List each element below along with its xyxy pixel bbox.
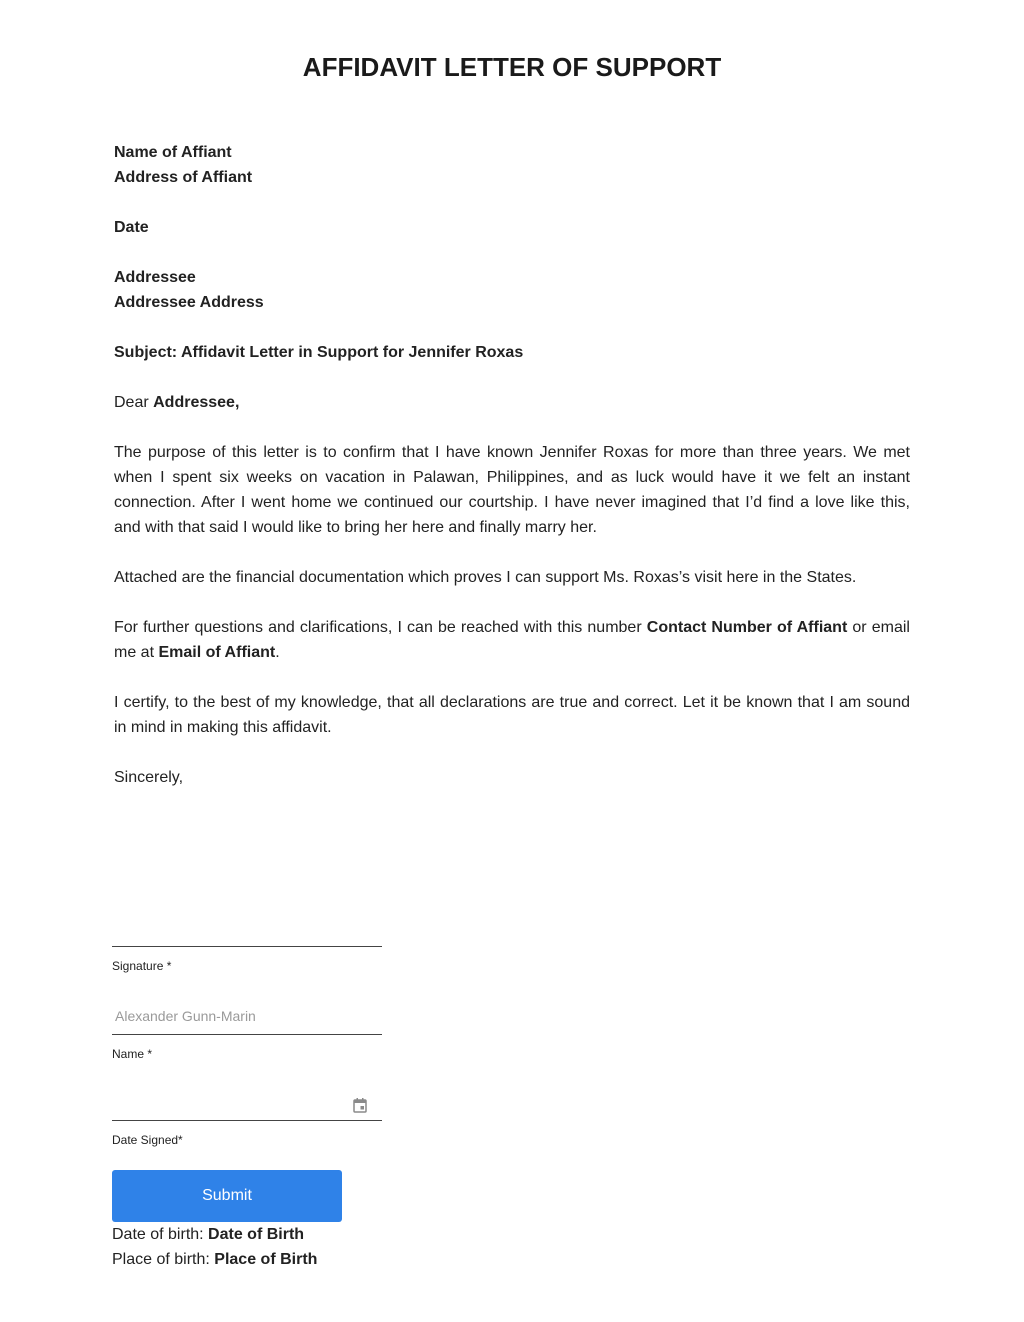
paragraph-contact [114,615,910,665]
pob-label: Place of birth: [112,1251,215,1268]
date-signed-field[interactable] [112,1087,382,1147]
dob-value: Date of Birth [208,1226,305,1243]
signature-label: Signature * [112,959,172,973]
paragraph-certify: I certify, to the best of my knowledge, that all declarations are true and correct. Let it be known that I am sound in mind in making this affidavit. [114,694,910,736]
pob-value: Place of Birth [214,1251,318,1268]
addressee-address: Addressee Address [114,294,264,311]
contact-text-a: For further questions and clarifications, I can be reached with this number [114,619,647,636]
date-of-birth-row [112,1222,317,1247]
salutation-name: Addressee, [153,394,240,411]
contact-text-b: or email me at [114,619,910,661]
date-signed-label: Date Signed* [112,1133,183,1147]
salutation-dear: Dear [114,394,154,411]
contact-text-c: . [275,644,280,661]
letter-date: Date [114,219,149,236]
paragraph-purpose: The purpose of this letter is to confirm that I have known Jennifer Roxas for more than three years. We met when I spent six weeks on vacation in Palawan, Philippines, and as luck would have it we felt an instant connection. After I went home we continued our courtship. I have never imagined that I’d find a love like this, and with that said I would like to bring her here and finally marry her. [114,444,910,536]
birth-info [112,1222,317,1272]
name-input-value: Alexander Gunn-Marin [115,1008,256,1024]
closing: Sincerely, [114,769,184,786]
dob-label: Date of birth: [112,1226,209,1243]
place-of-birth-row [112,1247,317,1272]
letter-body [114,140,910,815]
submit-button[interactable]: Submit [112,1170,342,1222]
paragraph-attachments: Attached are the financial documentation which proves I can support Ms. Roxas’s visit here in the States. [114,569,857,586]
calendar-icon[interactable] [352,1097,368,1113]
signature-field[interactable] [112,900,382,973]
letter-subject: Subject: Affidavit Letter in Support for Jennifer Roxas [114,344,524,361]
date-signed-input[interactable] [112,1087,382,1121]
affiant-address: Address of Affiant [114,169,253,186]
signature-line[interactable] [112,900,382,947]
page-title: AFFIDAVIT LETTER OF SUPPORT [302,52,722,82]
name-field[interactable] [112,1008,382,1061]
salutation [114,390,910,415]
name-label: Name * [112,1047,153,1061]
name-input[interactable] [112,1008,382,1035]
addressee: Addressee [114,269,196,286]
contact-number: Contact Number of Affiant [646,619,848,636]
contact-email: Email of Affiant [158,644,276,661]
affiant-name: Name of Affiant [114,144,232,161]
